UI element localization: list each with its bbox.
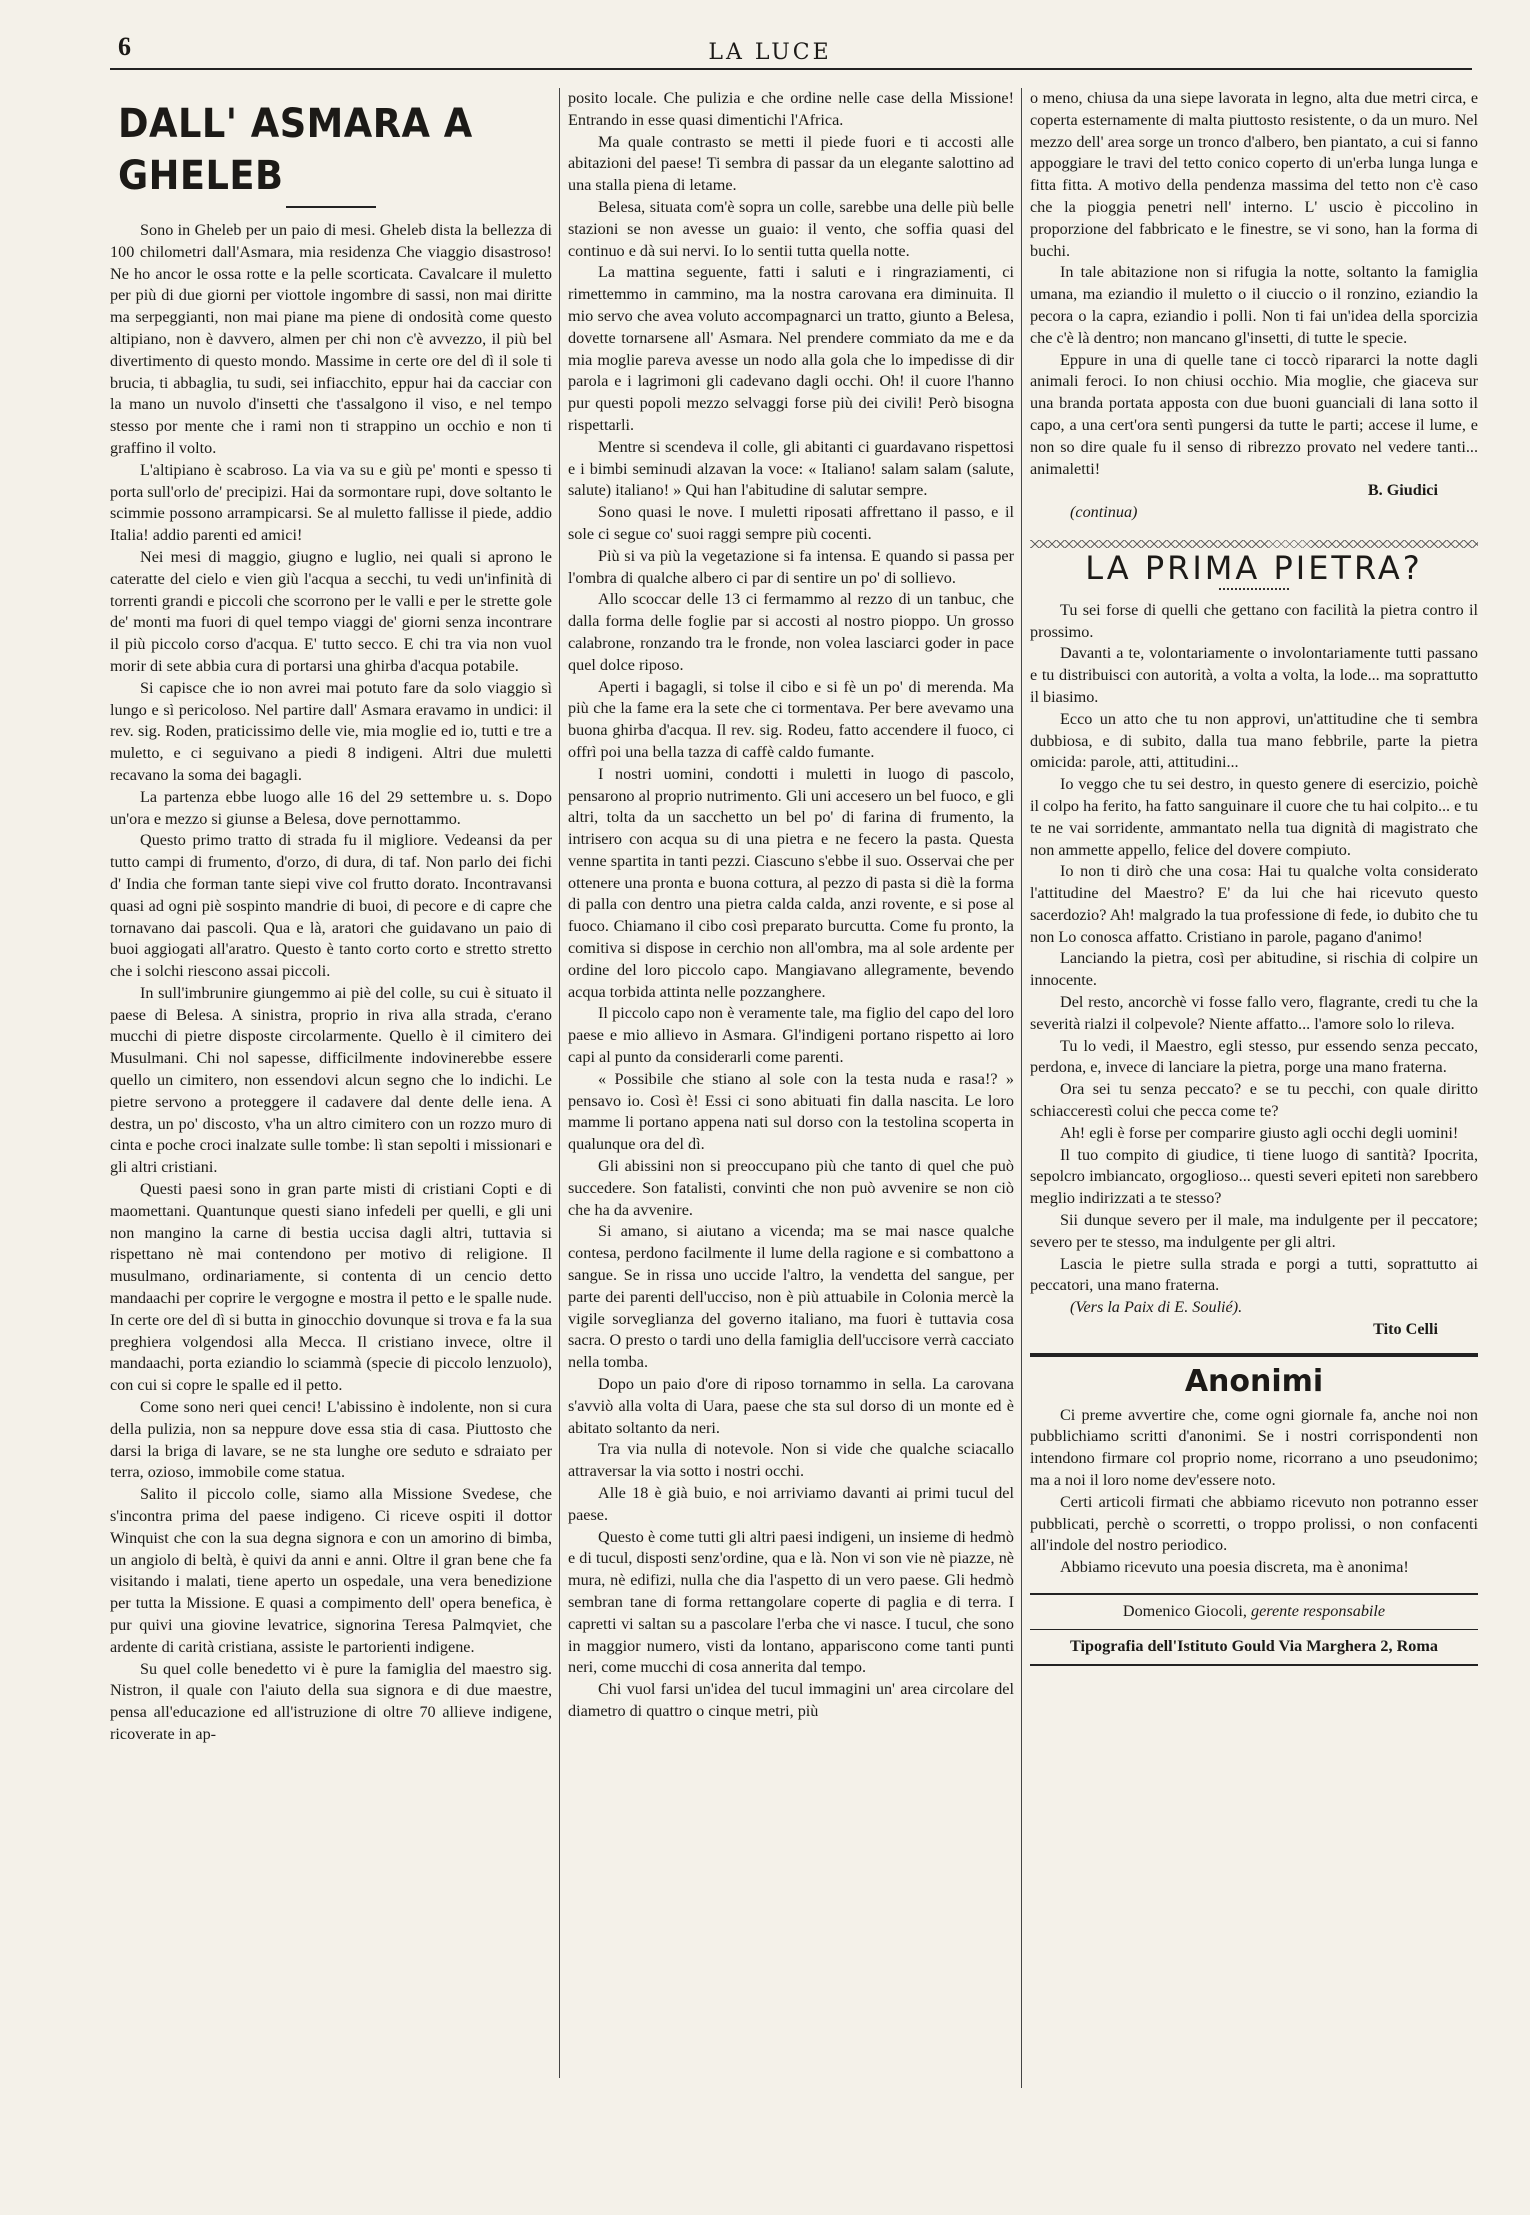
article-title: LA PRIMA PIETRA? xyxy=(1085,548,1423,587)
section-divider xyxy=(1030,1353,1478,1357)
section-divider xyxy=(1030,540,1478,548)
paragraph: Ora sei tu senza peccato? e se tu pecchi, con quale diritto schiaccerestì colui che pecca come te? xyxy=(1030,1080,1478,1121)
header-rule xyxy=(110,68,1472,70)
paragraph: Chi vuol farsi un'idea del tucul immagini un' area circolare del diametro di quattro o cinque metri, più xyxy=(568,1680,1014,1720)
page-header xyxy=(110,28,1430,68)
paragraph: Sii dunque severo per il male, ma indulgente per il peccatore; severo per te stesso, ma indulgente per gli altri. xyxy=(1030,1211,1478,1251)
paragraph: Lascia le pietre sulla strada e porgi a tutti, soprattutto ai peccatori, una mano fraterna. xyxy=(1030,1254,1478,1295)
column-2 xyxy=(568,88,1014,2128)
paragraph: Alle 18 è già buio, e noi arriviamo davanti ai primi tucul del paese. xyxy=(568,1484,1014,1524)
paragraph: Del resto, ancorchè vi fosse fallo vero, flagrante, credi tu che la severità rialzi il colpevole? Niente affatto... l'amore solo lo rileva. xyxy=(1030,993,1478,1033)
paragraph: Ma quale contrasto se metti il piede fuori e ti accosti alle abitazioni del paese! Ti sembra di passar da un elegante salottino ad una stalla piena di letame. xyxy=(568,132,1014,195)
paragraph: Dopo un paio d'ore di riposo tornammo in sella. La carovana s'avviò alla volta di Uara, paese che sta sul dorso di un monte ed è abitato soltanto da neri. xyxy=(568,1375,1014,1437)
paragraph: Ci preme avvertire che, come ogni giornale fa, anche noi non pubblichiamo scritti d'anonimi. Se i nostri corrispondenti non intendono firmare col proprio nome, ricorrano a uno pseudonimo; ma a noi il loro nome dev'essere noto. xyxy=(1030,1405,1478,1490)
paragraph: Salito il piccolo colle, siamo alla Missione Svedese, che s'incontra prima del paese indigeno. Ci riceve ospiti il dottor Winquist che con la sua degna signora e con un amorino di bimba, un angiolo di beltà, è quivi da anni e anni. Oltre il gran bene che fa visitando i malati, tiene aperto un ospedale, una vera benedizione per tutta la Missione. E quasi a compimento dell' opera benefica, è pur quivi una giovine levatrice, signorina Teresa Palmqviet, che ardente di carità cristiana, assiste le partorienti indigene. xyxy=(110,1485,552,1656)
paragraph: Lanciando la pietra, così per abitudine, si rischia di colpire un innocente. xyxy=(1030,949,1478,990)
paragraph: Come sono neri quei cenci! L'abissino è indolente, non si cura della pulizia, non sa neppure dove essa stia di casa. Piuttosto che darsi la briga di lavare, se ne sta lunghe ore seduto e sdraiato per terra, ozioso, immobile come statua. xyxy=(110,1398,552,1482)
paragraph: Gli abissini non si preoccupano più che tanto di quel che può succedere. Son fatalisti, convinti che non può avvenire se non ciò che ha da avvenire. xyxy=(568,1157,1014,1219)
paragraph: Questi paesi sono in gran parte misti di cristiani Copti e di maomettani. Quantunque questi siano infedeli per quelli, e gli uni non mangino la carne di bestia uccisa dagli altri, tuttavia si rispettano nè mai contendono per motivo di religione. Il musulmano, ordinariamente, si contenta di un cencio detto mandaachi per coprire le vergogne e mostra il petto e le spalle nude. In certe ore del dì si butta in ginocchio dovunque si trova e fa la sua preghiera volgendosi alla Mecca. Il cristiano invece, oltre il mandaachi, porta eziandio lo sciammà (specie di piccolo lenzuolo), con cui si copre le spalle ed il petto. xyxy=(110,1180,552,1395)
article-title: DALL' ASMARA A GHELEB xyxy=(118,101,473,199)
paragraph: L'altipiano è scabroso. La via va su e giù pe' monti e spesso ti porta sull'orlo de' precipizi. Hai da sormontare rupi, dove soltanto le scimmie possono arrampicarsi. Se al muletto fallisse il piede, addio Italia! addio parenti ed amici! xyxy=(110,460,552,545)
paragraph: Aperti i bagagli, si tolse il cibo e si fè un po' di merenda. Ma più che la fame era la sete che ci tormentava. Per bere avevamo una buona ghirba d'acqua. Il rev. sig. Rodeu, fatto accendere il fuoco, ci offrì poi una bella tazza di caffè caldo fumante. xyxy=(568,677,1014,761)
paragraph: Io non ti dirò che una cosa: Hai tu qualche volta considerato l'attitudine del Maestro? E' da lui che hai ricevuto questo sacerdozio? Ah! malgrado la tua professione di fede, io dubito che tu non Lo conosca affatto. Cristiano in parole, pagano d'animo! xyxy=(1030,862,1478,946)
paragraph: Belesa, situata com'è sopra un colle, sarebbe una delle più belle stazioni se non avesse un guaio: il vento, che soffia quasi del continuo e dà sui nervi. Io lo sentii tutta quella notte. xyxy=(568,197,1014,260)
paragraph: Abbiamo ricevuto una poesia discreta, ma è anonima! xyxy=(1060,1558,1409,1577)
paragraph: Eppure in una di quelle tane ci toccò ripararci la notte dagli animali feroci. Io non chiusi occhio. Mia moglie, che giaceva sur una branda portata apposta con due buoni guanciali di lana sotto il capo, a una cert'ora sentì pungersi da tutte le parti; accese il lume, e non so dire quale fu il senso di ribrezzo provato nel vedere tanti... animaletti! xyxy=(1030,350,1478,478)
paragraph: Tu sei forse di quelli che gettano con facilità la pietra contro il prossimo. xyxy=(1030,600,1478,641)
paragraph: Certi articoli firmati che abbiamo ricevuto non potranno esser pubblicati, perchè o scorretti, o troppo prolissi, o non confacenti all'indole del nostro periodico. xyxy=(1030,1492,1478,1555)
continua-note: (continua) xyxy=(1070,503,1138,522)
paragraph: Ecco un atto che tu non approvi, un'attitudine che ti sembra dubbiosa, e di subito, dalla tua mano febbrile, parte la pietra omicida: parole, atti, attitudini... xyxy=(1030,709,1478,772)
paragraph: o meno, chiusa da una siepe lavorata in legno, alta due metri circa, e coperta esternamente di malta piuttosto resistente, o da un muro. Nel mezzo dell' area sorge un tronco d'albero, ben piantato, a cui si fanno appoggiare le travi del tetto conico coperto di un'erba lunga lunga e fitta fitta. A motivo della pendenza massima del tetto non c'è caso che la pioggia penetri nell' interno. L' uscio è piccolino in proporzione del fabbricato e le finestre, se vi sono, han la forma di buchi. xyxy=(1030,89,1478,260)
paragraph: Allo scoccar delle 13 ci fermammo al rezzo di un tanbuc, che dalla forma delle foglie par si accosti al nostro pioppo. Un grosso calabrone, ronzando tra le fronde, non volea lasciarci goder in pace quel dolce riposo. xyxy=(568,590,1014,674)
gerente-role: gerente responsabile xyxy=(1251,1602,1386,1620)
source-note: (Vers la Paix di E. Soulié). xyxy=(1070,1298,1243,1317)
paragraph: Sono in Gheleb per un paio di mesi. Gheleb dista la bellezza di 100 chilometri dall'Asmara, mia residenza Che viaggio disastroso! Ne ho ancor le ossa rotte e la pelle scorticata. Cavalcare il muletto per più di due giorni per viottole ingombre di sassi, non mai diritte ma serpeggianti, non mai piane ma piene di ondosità come questo altipiano, non è davvero, almen per chi non c'è avvezzo, il più bel divertimento di questo mondo. Massime in certe ore del dì il sole ti brucia, ti abbaglia, tu sudi, sei infiacchito, eppur hai da cacciar con la mano un nuvolo d'insetti che t'assalgono il viso, e nel tempo stesso por mente che i rami non ti strappino un occhio e non ti graffino il volto. xyxy=(110,221,552,457)
paragraph: Tu lo vedi, il Maestro, egli stesso, pur essendo senza peccato, perdona, e, invece di lanciare la pietra, porge una mano fraterna. xyxy=(1030,1036,1478,1077)
paragraph: Mentre si scendeva il colle, gli abitanti ci guardavano rispettosi e i bimbi seminudi alzavan la voce: « Italiano! salam salam (salute, salute) italiano! » Qui han l'abitudine di salutar sempre. xyxy=(568,437,1014,500)
paragraph: Su quel colle benedetto vi è pure la famiglia del maestro sig. Nistron, il quale con l'aiuto della sua signora e di due maestre, pensa all'educazione ed all'istruzione di oltre 70 allieve indigene, ricoverate in ap- xyxy=(110,1659,552,1743)
paragraph: Davanti a te, volontariamente o involontariamente tutti passano e tu distribuisci con autorità, a volta a volta, la lode... ma soprattutto il biasimo. xyxy=(1030,644,1478,706)
paragraph: « Possibile che stiano al sole con la testa nuda e rasa!? » pensavo io. Così è! Essi ci sono abituati fin dalla nascita. Le loro mamme li portano appena nati sul dorso con la testolina scoperta in qualunque ora del dì. xyxy=(568,1069,1014,1154)
paragraph: Questo è come tutti gli altri paesi indigeni, un insieme di hedmò e di tucul, disposti senz'ordine, qua e là. Non vi son vie nè piazze, nè mura, nè edifizi, nulla che dia l'aspetto di un vero paese. Gli hedmò sembran tane di forma rettangolare coperte di paglia e di terra. I capretti vi saltan su a pascolare l'erba che vi nasce. I tucul, che sono in maggior numero, visti da lontano, appariscono come tanti punti neri, come mucchi di cosa annerita dal tempo. xyxy=(568,1527,1014,1677)
paragraph: La mattina seguente, fatti i saluti e i ringraziamenti, ci rimettemmo in cammino, ma la nostra carovana era diminuita. Il mio servo che avea voluto accompagnarci un tratto, giunto a Belesa, dovette tornarsene all' Asmara. Nel prendere commiato da me e da mia moglie pareva avesse un nodo alla gola che lo impedisse di dir parola e i lagrimoni gli cadevano dagli occhi. Oh! il cuore l'hanno pur questi popoli mezzo selvaggi forse più dei civili! Però bisogna rispettarli. xyxy=(568,263,1014,434)
paragraph: Io veggo che tu sei destro, in questo genere di esercizio, poichè il colpo ha ferito, ha fatto sanguinare il cuore che tu hai colpito... e tu te ne vai sorridente, ammantato nella tua dignità di magistrato che non ammette appello, felice del dovere compiuto. xyxy=(1030,775,1478,859)
column-1 xyxy=(110,88,552,2168)
paragraph: La partenza ebbe luogo alle 16 del 29 settembre u. s. Dopo un'ora e mezzo si giunse a Belesa, dove pernottammo. xyxy=(110,787,552,828)
paragraph: Si amano, si aiutano a vicenda; ma se mai nasce qualche contesa, perdono facilmente il lume della ragione e si combattono a sangue. Se in rissa uno uccide l'altro, la vendetta del sangue, per parte dei parenti dell'ucciso, non è più attuabile in Colonia mercè la vigile sorveglianza del governo italiano, ma fuori è tuttavia cosa sacra. O presto o tardi uno della famiglia dell'uccisore verrà cacciato nella tomba. xyxy=(568,1222,1014,1372)
gerente-name: Domenico Giocoli, xyxy=(1122,1602,1247,1620)
tipografia-line: Tipografia dell'Istituto Gould Via Marghera 2, Roma xyxy=(1030,1630,1478,1666)
column-divider xyxy=(559,88,560,2078)
paragraph: Nei mesi di maggio, giugno e luglio, nei quali si aprono le cateratte del cielo e vien giù l'acqua a secchi, tu vedi un'infinità di torrenti grandi e piccoli che scorrono per le valli e per le strette gole de' monti ma fuori di quel tempo viaggi de' giorni senza incontrare il più piccolo corso d'acqua. E' tutto secco. E chi tra via non vuol morir di sete abbia cura di portarsi una ghirba d'acqua potabile. xyxy=(110,547,552,675)
title-underline xyxy=(286,206,376,208)
imprint xyxy=(1030,1593,1478,1666)
paragraph: In sull'imbrunire giungemmo ai piè del colle, su cui è situato il paese di Belesa. A sinistra, proprio in riva alla strada, c'erano mucchi di pietre disposte circolarmente. Quello è il cimitero dei Musulmani. Chi nol sapesse, difficilmente indovinerebbe essere quello un cimitero, non essendovi alcun segno che lo indichi. Le pietre servono a proteggere il cadavere dal dente delle iena. A destra, un po' discosto, v'ha un altro cimitero con un rozzo muro di cinta e poche croci inalzate sulle tombe: lì stan sepolti i missionari e gli altri cristiani. xyxy=(110,983,552,1177)
author-signature: Tito Celli xyxy=(1373,1320,1438,1339)
paragraph: Si capisce che io non avrei mai potuto fare da solo viaggio sì lungo e sì pericoloso. Nel partire dall' Asmara eravamo in undici: il rev. sig. Roden, praticissimo delle vie, mia moglie ed io, tutti e tre a muletto, e ci seguivano a piedi 8 indigeni. Altri due muletti recavano la soma dei bagagli. xyxy=(110,678,552,784)
paragraph: Sono quasi le nove. I muletti riposati affrettano il passo, e il sole ci segue co' suoi raggi sempre più cocenti. xyxy=(568,503,1014,543)
column-divider xyxy=(1021,88,1022,2088)
masthead: LA LUCE xyxy=(708,40,832,65)
paragraph: Questo primo tratto di strada fu il migliore. Vedeansi da per tutto campi di frumento, d'orzo, di dura, di taf. Non parlo dei fichi d' India che forman tante siepi vive col frutto dorato. Incontravansi quasi ad ogni piè sospinto mandrie di buoi, di pecore e di capre che tornavano dai pascoli. Qua e là, aratori che guidavano un paio di buoi aggiogati all'aratro. Questo è tanto corto corto e stretto stretto che i solchi riescono assai piccoli. xyxy=(110,831,552,981)
paragraph: Il tuo compito di giudice, ti tiene luogo di santità? Ipocrita, sepolcro imbiancato, orgoglioso... questi severi epiteti non sarebbero meglio indirizzati a te stesso? xyxy=(1030,1145,1478,1208)
column-3 xyxy=(1030,88,1478,2138)
article-title: Anonimi xyxy=(1184,1363,1324,1399)
paragraph: Più si va più la vegetazione si fa intensa. E quando si passa per l'ombra di qualche albero ci par di sentire un po' di sollievo. xyxy=(568,546,1014,587)
paragraph: posito locale. Che pulizia e che ordine nelle case della Missione! Entrando in esse quasi dimentichi l'Africa. xyxy=(568,89,1014,129)
author-signature: B. Giudici xyxy=(1367,481,1438,500)
gerente-line xyxy=(1030,1595,1478,1630)
paragraph: Ah! egli è forse per comparire giusto agli occhi degli uomini! xyxy=(1060,1123,1459,1142)
paragraph: Tra via nulla di notevole. Non si vide che qualche sciacallo attraversar la via sotto i nostri occhi. xyxy=(568,1440,1014,1481)
paragraph: I nostri uomini, condotti i muletti in luogo di pascolo, pensarono al proprio nutrimento. Gli uni accesero un bel fuoco, e gli altri, tolta da un sacchetto un bel po' di farina di frumento, la intrisero con acqua su di una pietra e ne fecero la pasta. Questa venne spartita in tanti pezzi. Ciascuno s'ebbe il suo. Osservai che per ottenere una pronta e buona cottura, al pezzo di pasta si diè la forma di palla con dentro una pietra calda calda, anzi rovente, e si pose al fuoco. Chiamano il cibo così preparato burcutta. Come fu pronto, la comitiva si dispose in cerchio non all'ombra, ma al sole ardente per ordine del loro piccolo capo. Mangiavano allegramente, bevendo acqua torbida attinta nelle pozzanghere. xyxy=(568,764,1014,1001)
paragraph: In tale abitazione non si rifugia la notte, soltanto la famiglia umana, ma eziandio il muletto o il ciuccio o il ronzino, eziandio la pecora o la capra, eziandio i polli. Non ti fai un'idea della sporcizia che c'è là dentro; non mancano gl'insetti, di tutte le specie. xyxy=(1030,263,1478,347)
page-number: 6 xyxy=(118,32,131,61)
paragraph: Il piccolo capo non è veramente tale, ma figlio del capo del loro paese e mio allievo in Asmara. Gl'indigeni portano rispetto ai loro capi al punto da considerarli come parenti. xyxy=(568,1004,1014,1067)
